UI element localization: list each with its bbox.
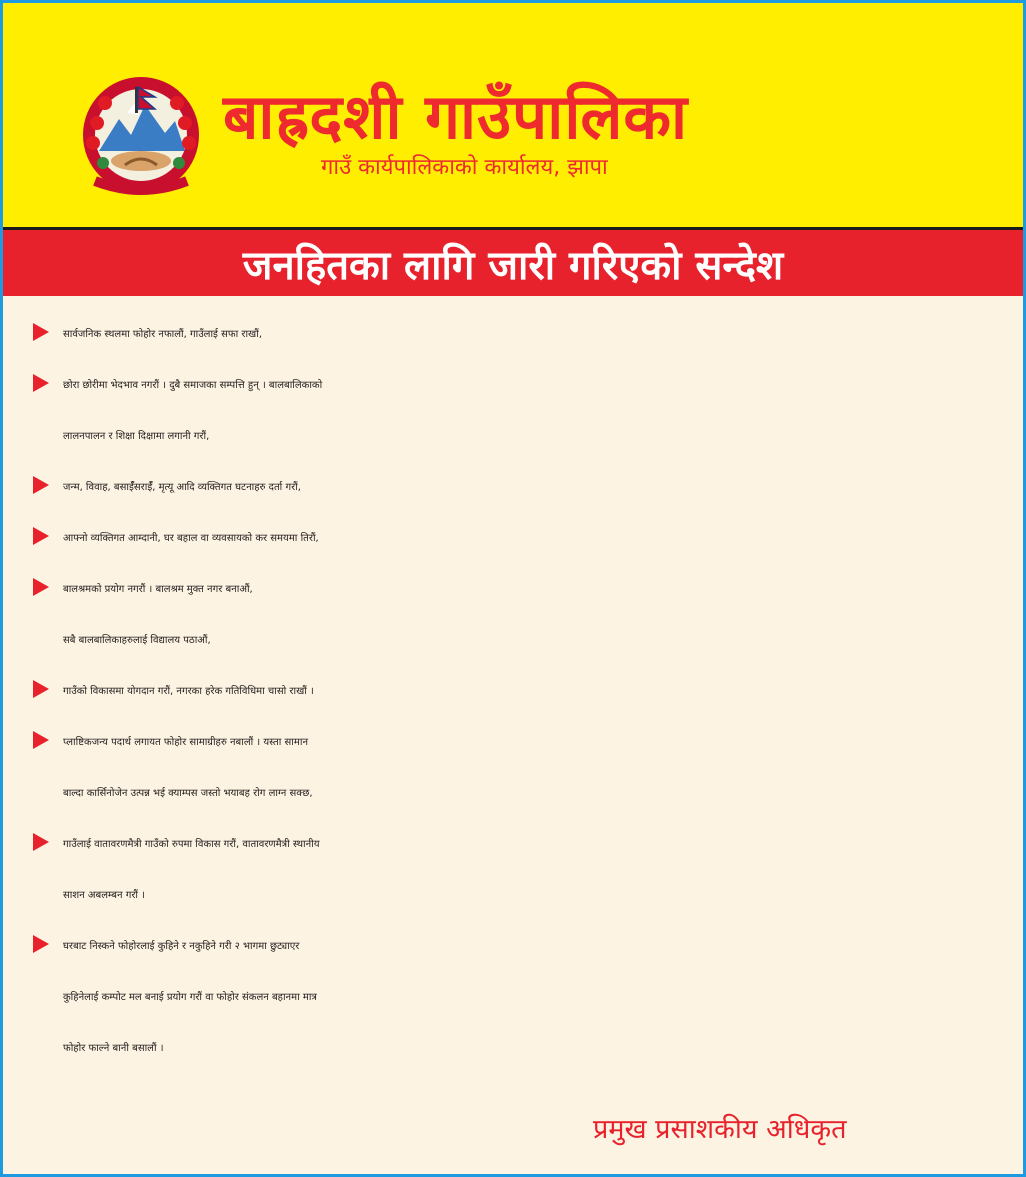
red-triangle-bullet-icon — [33, 374, 49, 392]
message-line: कुहिनेलाई कम्पोट मल बनाई प्रयोग गरौं वा फोहोर संकलन बहानमा मात्र — [63, 992, 317, 1003]
red-triangle-bullet-icon — [33, 731, 49, 749]
list-item — [29, 309, 1005, 360]
signature-label: प्रमुख प्रसाशकीय अधिकृत — [593, 1114, 847, 1145]
message-line: घरबाट निस्कने फोहोरलाई कुहिने र नकुहिने गरी २ भागमा छुट्याएर — [63, 941, 300, 952]
list-item — [29, 462, 1005, 513]
list-item — [29, 717, 1005, 819]
message-line: गाउँको विकासमा योगदान गरौं, नगरका हरेक गतिविधिमा चासो राखौं । — [63, 686, 314, 697]
message-line: बालश्रमको प्रयोग नगरौं । बालश्रम मुक्त नगर बनाऔं, — [63, 584, 253, 595]
message-line: प्लाष्टिकजन्य पदार्थ लगायत फोहोर सामाग्रीहरु नबालौं । यस्ता सामान — [63, 737, 308, 748]
message-line: जन्म, विवाह, बसाईँसराईँ, मृत्यू आदि व्यक्तिगत घटनाहरु दर्ता गरौं, — [63, 482, 301, 493]
nepal-government-emblem-icon — [75, 73, 207, 199]
red-triangle-bullet-icon — [33, 527, 49, 545]
header — [3, 3, 1023, 230]
message-line: बाल्दा कार्सिनोजेन उत्पन्न भई क्याम्पस जस्तो भयाबह रोग लाग्न सक्छ, — [63, 788, 313, 799]
message-banner: जनहितका लागि जारी गरिएको सन्देश — [3, 230, 1023, 296]
red-triangle-bullet-icon — [33, 833, 49, 851]
message-line: लालनपालन र शिक्षा दिक्षामा लगानी गरौं, — [63, 431, 210, 442]
red-triangle-bullet-icon — [33, 476, 49, 494]
red-triangle-bullet-icon — [33, 680, 49, 698]
list-item — [29, 921, 1005, 1074]
message-line: आफ्नो व्यक्तिगत आम्दानी, घर बहाल वा व्यवसायको कर समयमा तिरौं, — [63, 533, 319, 544]
red-triangle-bullet-icon — [33, 935, 49, 953]
message-line: सार्वजनिक स्थलमा फोहोर नफालौं, गाउँलाई सफा राखौं, — [63, 329, 263, 340]
list-item — [29, 666, 1005, 717]
message-line: साशन अबलम्बन गरौं । — [63, 890, 145, 901]
office-subtitle: गाउँ कार्यपालिकाको कार्यालय, झापा — [321, 155, 608, 180]
message-line: सबै बालबालिकाहरुलाई विद्यालय पठाऔं, — [63, 635, 211, 646]
list-item — [29, 564, 1005, 666]
message-list — [29, 309, 1005, 1074]
red-triangle-bullet-icon — [33, 323, 49, 341]
message-line: छोरा छोरीमा भेदभाव नगरौं । दुबै समाजका सम्पत्ति हुन् । बालबालिकाको — [63, 380, 323, 391]
message-line: फोहोर फाल्ने बानी बसालौं । — [63, 1043, 164, 1054]
message-line: गाउँलाई वातावरणमैत्री गाउँको रुपमा विकास गरौं, वातावरणमैत्री स्थानीय — [63, 839, 320, 850]
list-item — [29, 513, 1005, 564]
list-item — [29, 819, 1005, 921]
red-triangle-bullet-icon — [33, 578, 49, 596]
municipality-title: बाह्रदशी गाउँपालिका — [223, 80, 689, 153]
list-item — [29, 360, 1005, 462]
